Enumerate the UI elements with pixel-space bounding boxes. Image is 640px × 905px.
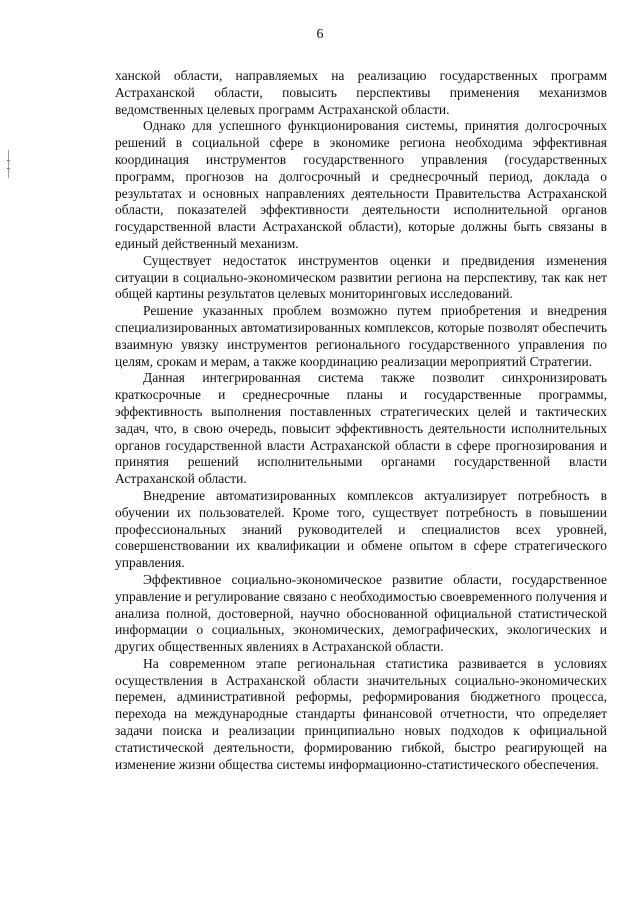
paragraph-training: Внедрение автоматизированных комплексов актуализирует потребность в обучении их пользователей. Кроме того, существует потребность в повышении профессиональных знаний руководителей и специалистов всех уровней, совершенствовании их квалификации и обмене опытом в сфере стратегического управления. (115, 487, 607, 571)
scan-edge-dot (7, 168, 10, 169)
paragraph-integrated-system: Данная интегрированная система также позволит синхронизировать краткосрочные и среднесрочные планы и государственные программы, эффективность выполнения поставленных стратегических целей и тактических задач, что, в свою очередь, повысит эффективность деятельности исполнительных органов государственной власти Астраханской области в сфере прогнозирования и принятия решений исполнительными органами государственной власти Астраханской области. (115, 370, 607, 487)
paragraph-coordination: Однако для успешного функционирования системы, принятия долгосрочных решений в социальной сфере в экономике региона необходима эффективная координация инструментов государственного управления (государственных программ, прогнозов на долгосрочный и среднесрочный период, доклада о результатах и основных направлениях деятельности Правительства Астраханской области, показателей эффективности деятельности исполнительной органов государственной власти Астраханской области), которые должны быть связаны в единый действенный механизм. (115, 118, 607, 251)
body-text (115, 68, 607, 773)
scan-edge-dot (7, 160, 10, 161)
paragraph-automated-complexes: Решение указанных проблем возможно путем приобретения и внедрения специализированных автоматизированных комплексов, которые позволят обеспечить взаимную увязку инструментов регионального государственного управления по целям, срокам и мерам, а также координацию реализации мероприятий Стратегии. (115, 303, 607, 369)
paragraph-statistics-need: Эффективное социально-экономическое развитие области, государственное управление и регулирование связано с необходимостью своевременного получения и анализа полной, достоверной, научно обоснованной официальной статистической информации о социальных, экономических, демографических, экологических и других общественных явлениях в Астраханской области. (115, 571, 607, 655)
page-number: 6 (316, 27, 324, 42)
paragraph-continued: ханской области, направляемых на реализацию государственных программ Астраханской области, повысить перспективы применения механизмов ведомственных целевых программ Астраханской области. (115, 68, 607, 117)
paragraph-forecasting-tools: Существует недостаток инструментов оценки и предвидения изменения ситуации в социально-экономическом развитии региона на перспективу, так как нет общей картины результатов целевых мониторинговых исследований. (115, 252, 607, 302)
scan-edge-mark (8, 150, 9, 178)
paragraph-regional-statistics: На современном этапе региональная статистика развивается в условиях осуществления в Астраханской области значительных социально-экономических перемен, административной реформы, реформирования бюджетного процесса, перехода на международные стандарты финансовой отчетности, что определяет задачи поиска и реализации принципиально новых подходов к официальной статистической деятельности, формированию гибкой, быстро реагирующей на изменение жизни общества системы информационно-статистического обеспечения. (115, 655, 607, 772)
